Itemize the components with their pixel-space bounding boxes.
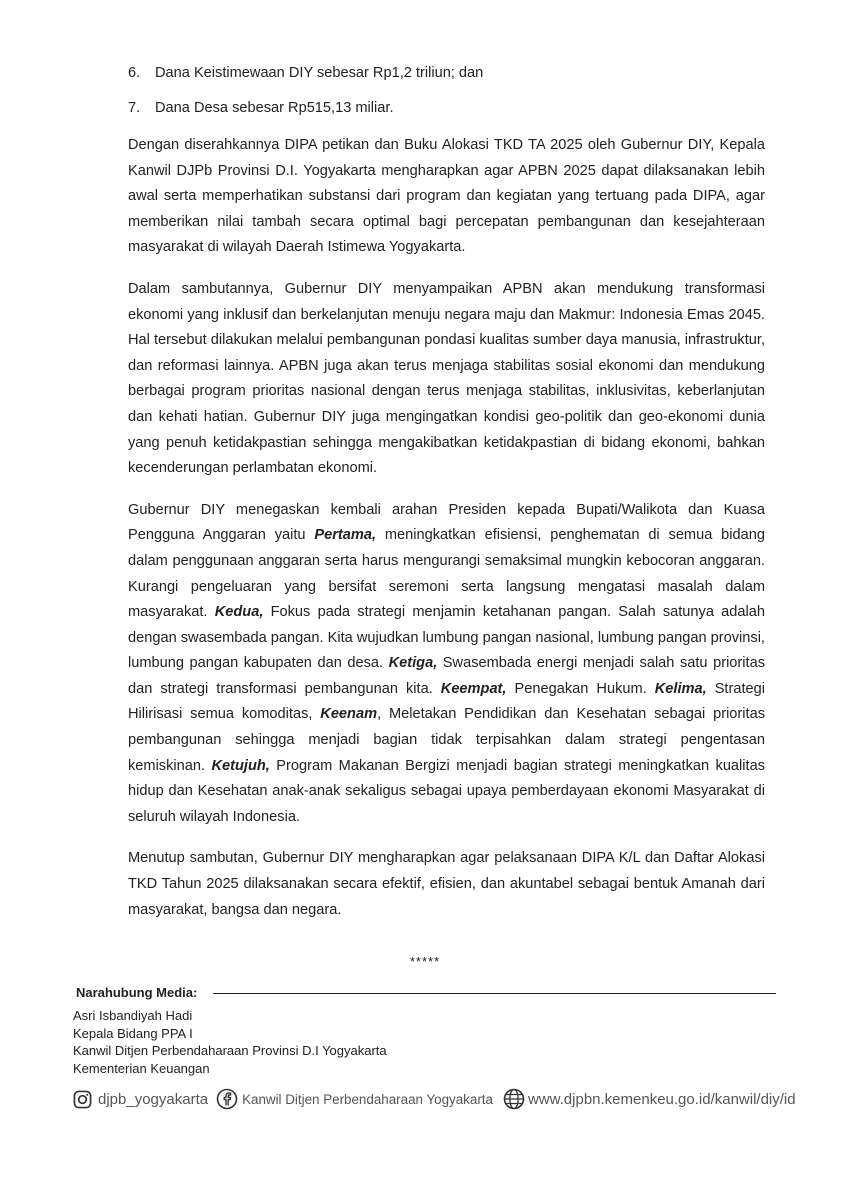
paragraph-presidential-directives: [128, 498, 765, 831]
facebook-icon: [216, 1088, 238, 1110]
paragraph-dipa-handover: Dengan diserahkannya DIPA petikan dan Buku Alokasi TKD TA 2025 oleh Gubernur DIY, Kepala Kanwil DJPb Provinsi D.I. Yogyakarta mengharapkan agar APBN 2025 dapat dilaksanakan lebih awal serta memperhatikan substansi dari program dan kegiatan yang tertuang pada DIPA, agar memberikan nilai tambah secara optimal bagi percepatan pembangunan dan kesejahteraan masyarakat di wilayah Daerah Istimewa Yogyakarta.: [128, 137, 765, 256]
list-item: [128, 97, 768, 119]
section-separator: *****: [409, 954, 441, 969]
allocation-list: [128, 62, 768, 132]
media-contact-details: [73, 1007, 387, 1077]
contact-ministry: Kementerian Keuangan: [73, 1060, 210, 1076]
social-media-footer: [73, 1085, 803, 1113]
directive-keyword-keenam: Keenam: [320, 706, 378, 723]
list-item: [128, 62, 768, 84]
list-item-number: 7.: [128, 100, 141, 116]
website-link[interactable]: [503, 1088, 796, 1110]
website-url: www.djpbn.kemenkeu.go.id/kanwil/diy/id: [527, 1090, 796, 1108]
directive-text: Gubernur DIY menegaskan kembali arahan Presiden kepada Bupati/Walikota dan Kuasa Pengguna Anggaran yaitu: [128, 501, 765, 544]
directive-text: Swasembada energi menjadi salah satu prioritas dan strategi transformasi pembangunan kita.: [128, 655, 765, 697]
directive-keyword-keempat: Keempat,: [440, 680, 507, 697]
directive-text: Strategi Hilirisasi semua komoditas,: [128, 680, 765, 723]
list-item-number: 6.: [128, 65, 141, 81]
directive-keyword-ketujuh: Ketujuh,: [211, 757, 270, 774]
directive-text: Penegakan Hukum.: [506, 680, 655, 697]
globe-icon: [503, 1088, 525, 1110]
instagram-handle: djpb_yogyakarta: [98, 1090, 209, 1108]
list-item-text: Dana Desa sebesar Rp515,13 miliar.: [155, 100, 394, 116]
directive-keyword-kedua: Kedua,: [214, 604, 264, 621]
directive-text: , Meletakan Pendidikan dan Kesehatan sebagai prioritas pembangunan sehingga menjadi bagian tidak terpisahkan dalam strategi pengentasan kemiskinan.: [128, 706, 765, 774]
directive-keyword-kelima: Kelima,: [654, 680, 707, 697]
contact-name: Asri Isbandiyah Hadi: [73, 1008, 193, 1023]
facebook-link[interactable]: [216, 1088, 493, 1110]
instagram-link[interactable]: [73, 1090, 208, 1109]
directive-keyword-pertama: Pertama,: [314, 527, 377, 544]
media-contact-label: Narahubung Media:: [76, 984, 198, 1000]
paragraph-closing: Menutup sambutan, Gubernur DIY mengharapkan agar pelaksanaan DIPA K/L dan Daftar Alokasi TKD Tahun 2025 dilaksanakan secara efektif, efisien, dan akuntabel sebagai bentuk Amanah dari masyarakat, bangsa dan negara.: [128, 850, 765, 918]
list-item-text: Dana Keistimewaan DIY sebesar Rp1,2 triliun; dan: [155, 65, 484, 81]
divider-line: [213, 993, 776, 994]
contact-office: Kanwil Ditjen Perbendaharaan Provinsi D.I Yogyakarta: [73, 1043, 387, 1058]
paragraph-governor-speech: Dalam sambutannya, Gubernur DIY menyampaikan APBN akan mendukung transformasi ekonomi yang inklusif dan berkelanjutan menuju negara maju dan Makmur: Indonesia Emas 2045. Hal tersebut dilakukan melalui pembangunan pondasi kualitas sumber daya manusia, infrastruktur, dan reformasi lainnya. APBN juga akan terus menjaga stabilitas sosial ekonomi dan mendukung berbagai program prioritas nasional dengan terus menjaga stabilitas, inklusivitas, keberlanjutan dan kehati hatian. Gubernur DIY juga mengingatkan kondisi geo-politik dan geo-ekonomi dunia yang penuh ketidakpastian sehingga mengakibatkan ketidakpastian di bidang ekonomi, bahkan kecenderungan perlambatan ekonomi.: [128, 280, 765, 477]
directive-text: Fokus pada strategi menjamin ketahanan pangan. Salah satunya adalah dengan swasembada pangan. Kita wujudkan lumbung pangan nasional, lumbung pangan provinsi, lumbung pangan kabupaten dan desa.: [128, 604, 765, 672]
directive-keyword-ketiga: Ketiga,: [388, 655, 438, 672]
media-contact-header: [76, 982, 776, 1002]
facebook-page-name: Kanwil Ditjen Perbendaharaan Yogyakarta: [242, 1091, 493, 1107]
directive-text: meningkatkan efisiensi, penghematan di semua bidang dalam penggunaan anggaran serta harus mengurangi semaksimal mungkin kebocoran anggaran. Kurangi pengeluaran yang bersifat seremoni serta langsung mengatasi masalah dalam masyarakat.: [128, 527, 765, 621]
contact-position: Kepala Bidang PPA I: [73, 1025, 193, 1041]
instagram-icon: [73, 1090, 92, 1109]
article-body: [128, 133, 765, 939]
directive-text: Program Makanan Bergizi menjadi bagian strategi meningkatkan kualitas hidup dan Kesehatan anak-anak sekaligus sebagai upaya pemberdayaan ekonomi Masyarakat di seluruh wilayah Indonesia.: [128, 757, 766, 825]
